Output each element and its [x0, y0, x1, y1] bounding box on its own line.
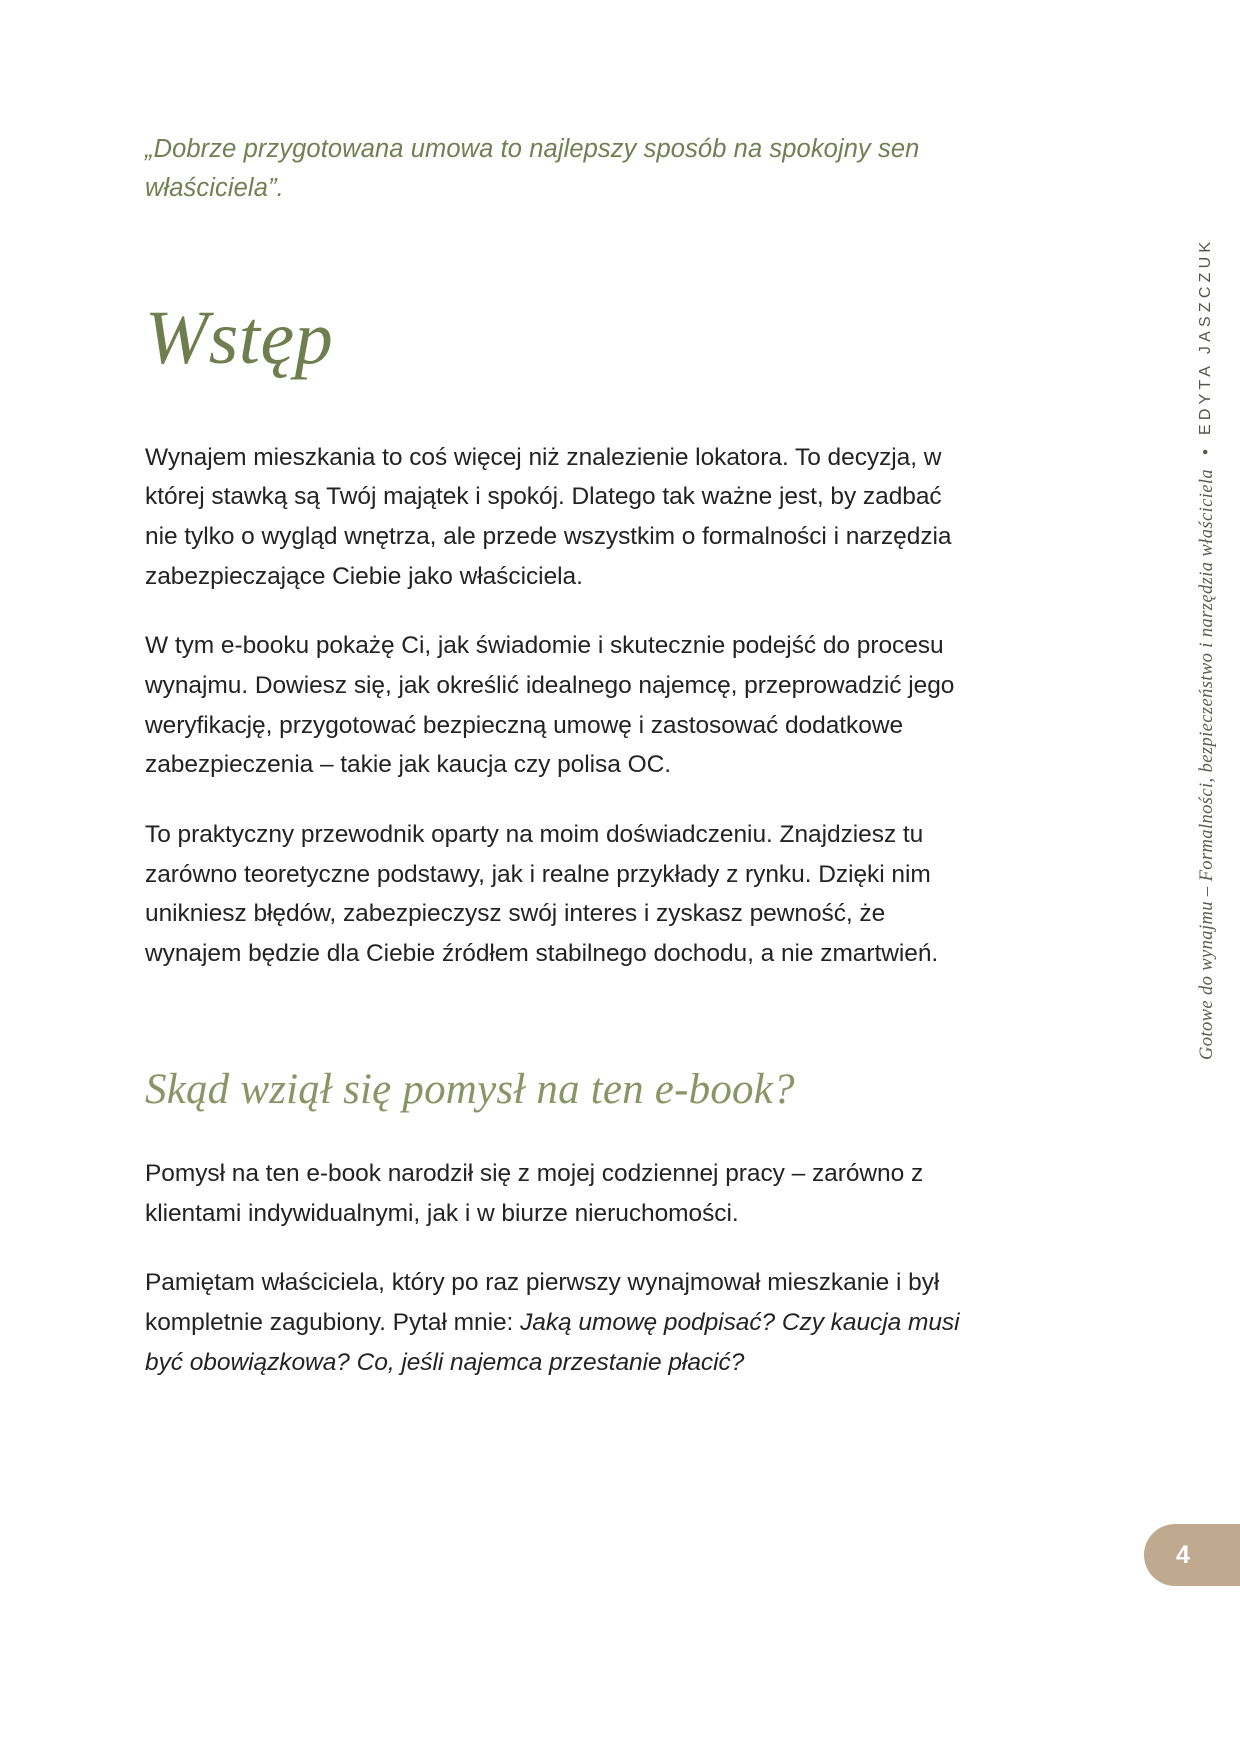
spacer-before-section-heading	[145, 974, 965, 1066]
spacer-paragraph-4	[145, 1233, 965, 1263]
pull-quote: „Dobrze przygotowana umowa to najlepszy sposób na spokojny sen właściciela”.	[145, 135, 920, 202]
running-head-sidebar	[1120, 0, 1240, 1754]
running-head-separator: •	[1196, 448, 1215, 455]
paragraph-intro-1: Wynajem mieszkania to coś więcej niż znalezienie lokatora. To decyzja, w której stawką są Twój majątek i spokój. Dlatego tak ważne jest, by zadbać nie tylko o wygląd wnętrza, ale przede wszystkim o formalności i narzędzia zabezpieczające Ciebie jako właściciela.	[145, 443, 952, 590]
paragraph-origin-2-lead: Pamiętam właściciela, który po raz pierwszy wynajmował mieszkanie i był kompletnie zagubiony. Pytał mnie:	[145, 1269, 940, 1336]
section-heading: Skąd wziął się pomysł na ten e-book?	[145, 1065, 795, 1113]
paragraph-origin-2	[145, 1263, 965, 1382]
spacer-paragraph-1	[145, 596, 965, 626]
paragraph-intro-3: To praktyczny przewodnik oparty na moim doświadczeniu. Znajdziesz tu zarówno teoretyczne podstawy, jak i realne przykłady z rynku. Dzięki nim unikniesz błędów, zabezpieczysz swój interes i zyskasz pewność, że wynajem będzie dla Ciebie źródłem stabilnego dochodu, a nie zmartwień.	[145, 821, 939, 968]
page-number: 4	[1176, 1540, 1190, 1569]
page-number-badge	[1144, 1524, 1240, 1586]
page-content	[145, 130, 965, 1382]
paragraph-intro-2: W tym e-booku pokażę Ci, jak świadomie i skutecznie podejść do procesu wynajmu. Dowiesz się, jak określić idealnego najemcę, przeprowadzić jego weryfikację, przygotować bezpieczną umowę i zastosować dodatkowe zabezpieczenia – takie jak kaucja czy polisa OC.	[145, 632, 955, 779]
spacer-paragraph-2	[145, 785, 965, 815]
running-head-author: EDYTA JASZCZUK	[1197, 237, 1214, 435]
running-head-title: Gotowe do wynajmu – Formalności, bezpieczeństwo i narzędzia właściciela	[1197, 468, 1217, 1060]
spacer-after-section-heading	[145, 1114, 965, 1154]
page-title: Wstęp	[145, 295, 334, 380]
vertical-running-head	[1197, 140, 1218, 1060]
paragraph-origin-1: Pomysł na ten e-book narodził się z mojej codziennej pracy – zarówno z klientami indywidualnymi, jak i w biurze nieruchomości.	[145, 1159, 924, 1227]
spacer-after-title	[145, 376, 965, 438]
paragraph-origin-2-questions: Jaką umowę podpisać? Czy kaucja musi być obowiązkowa? Co, jeśli najemca przestanie płacić?	[145, 1308, 960, 1376]
